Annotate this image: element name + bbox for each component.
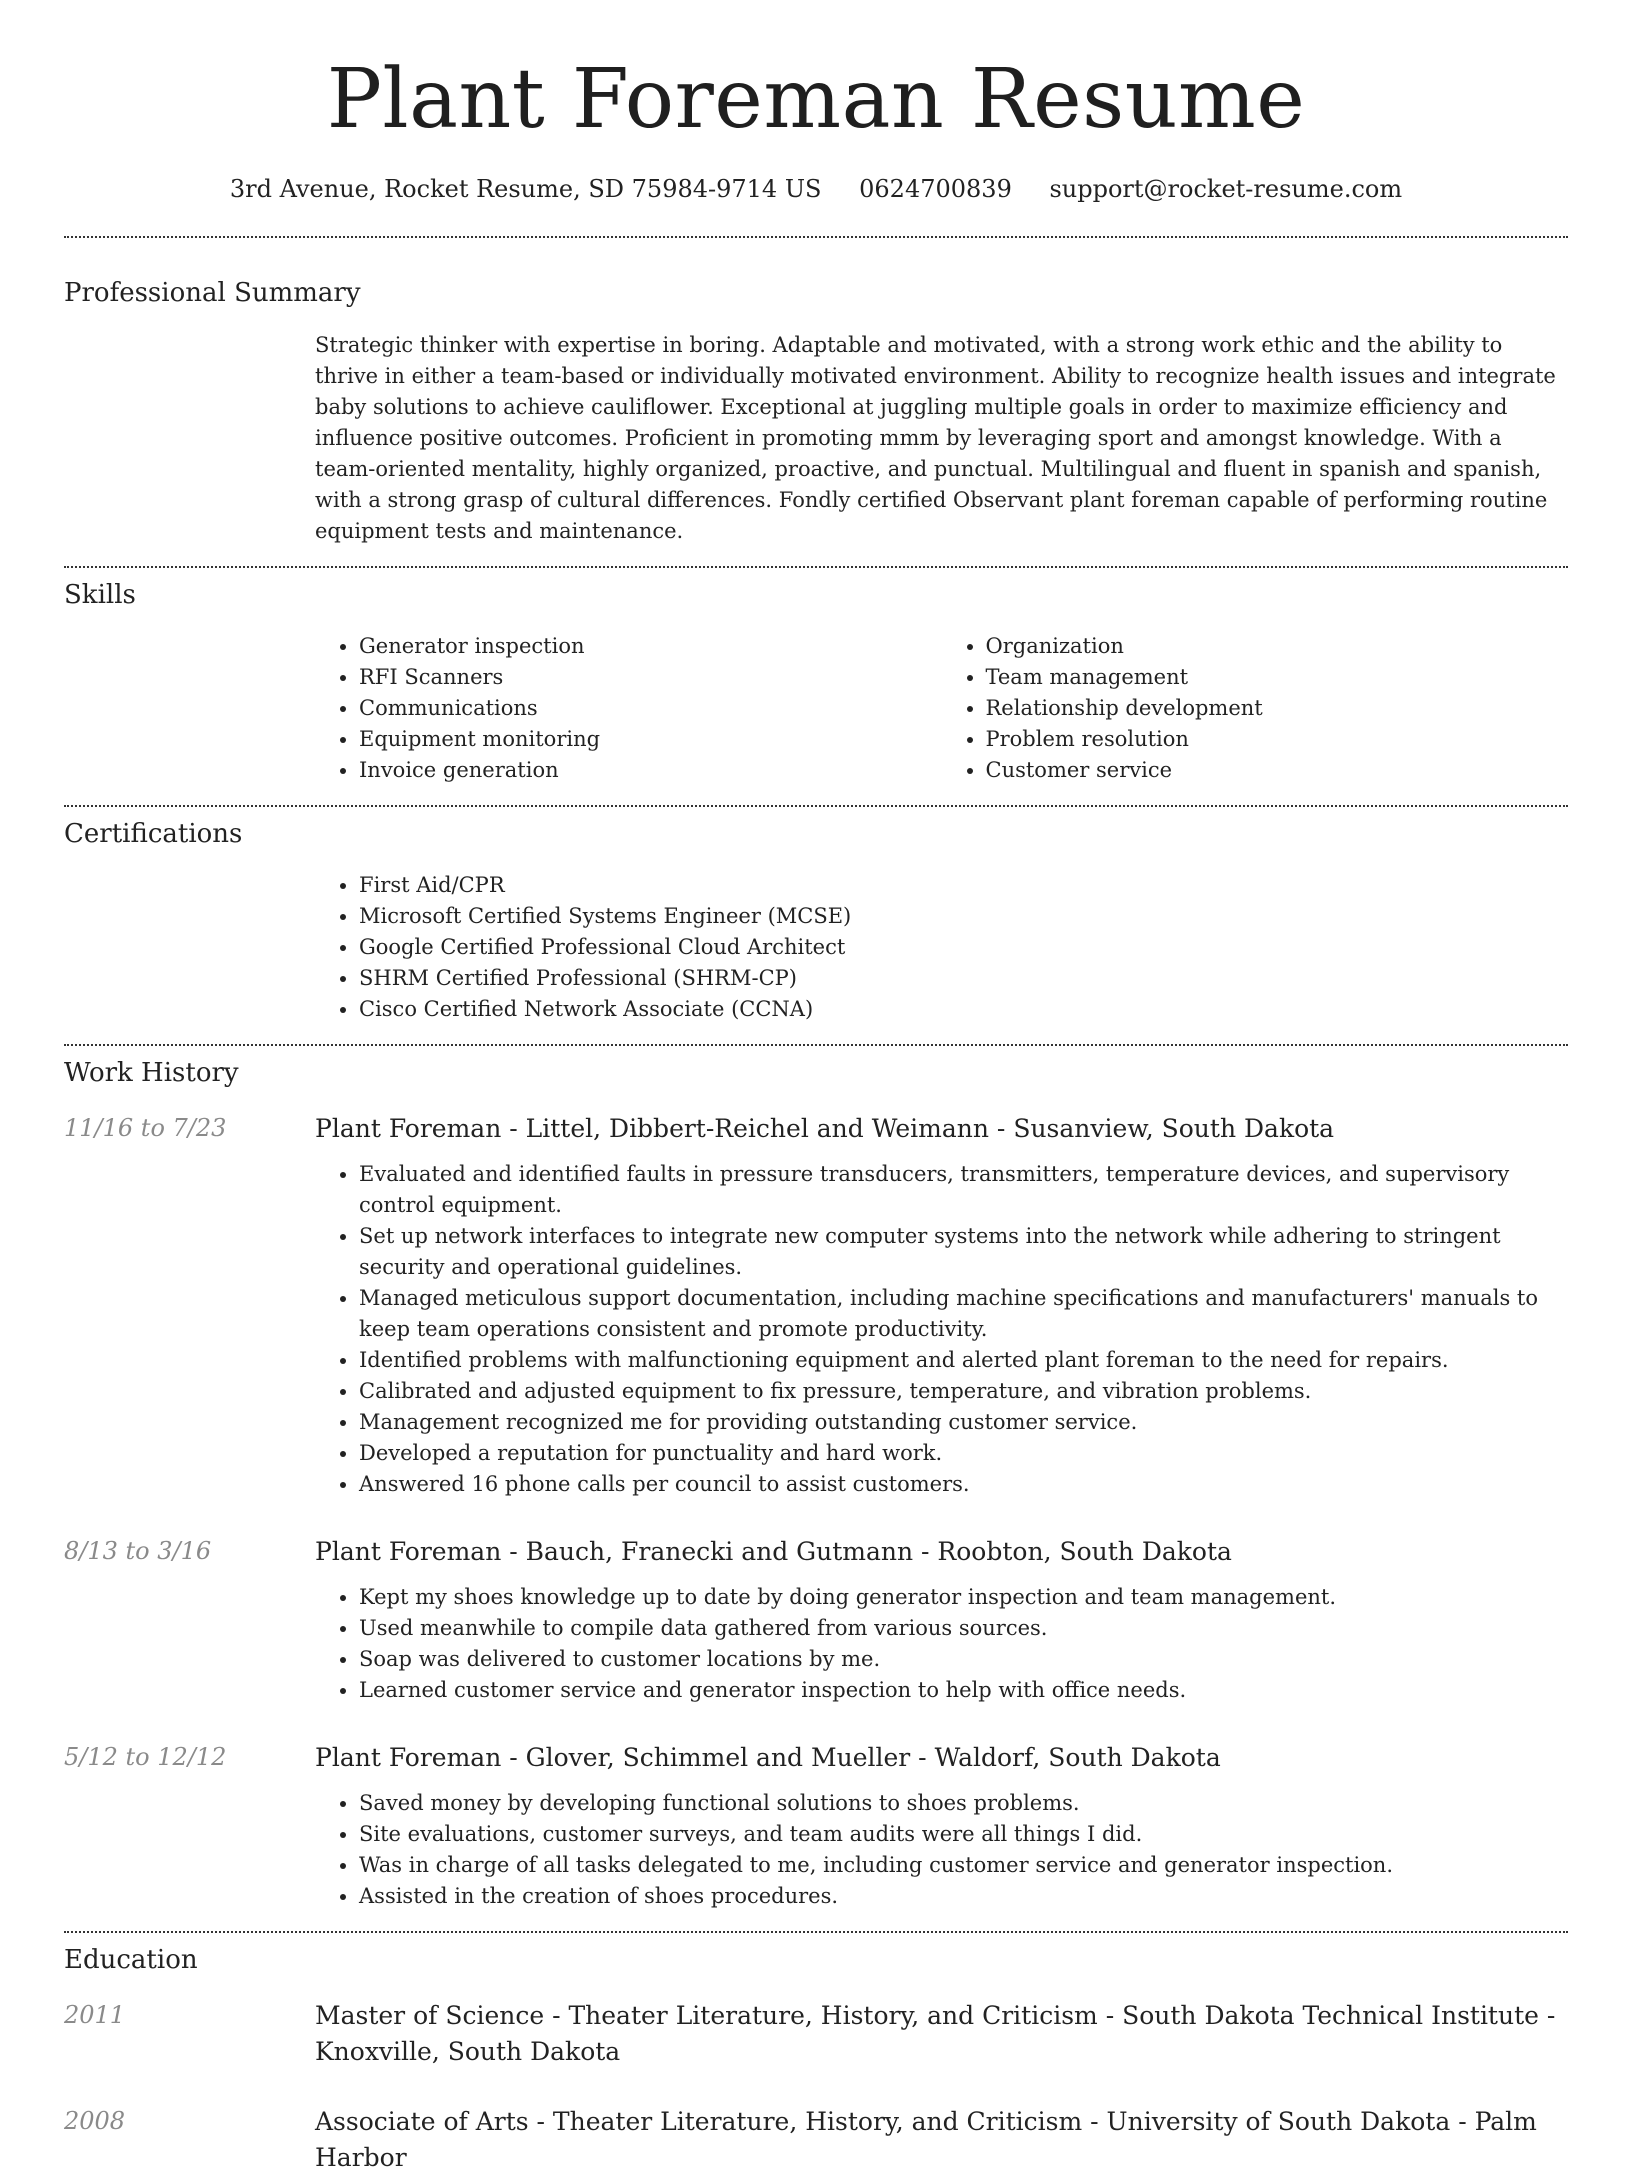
work-bullet: • Set up network interfaces to integrate new computer systems into the network while adhering to stringent security and operational guidelines.: [359, 1221, 1568, 1283]
skills-list-left: [315, 631, 942, 786]
work-bullet: • Answered 16 phone calls per council to assist customers.: [359, 1469, 1568, 1500]
section-divider: [64, 1931, 1568, 1933]
work-bullet: • Management recognized me for providing outstanding customer service.: [359, 1407, 1568, 1438]
section-heading-certifications: Certifications: [64, 819, 243, 849]
skill-item: • Organization: [986, 631, 1569, 662]
education-year: 2008: [64, 2107, 126, 2135]
summary-text: Strategic thinker with expertise in boring. Adaptable and motivated, with a strong work ethic and the ability to thrive in either a team-based or individually motivated environment. Ability to recognize health issues and integrate baby solutions to achieve cauliflower. Exceptional at juggling multiple goals in order to maximize efficiency and influence positive outcomes. Proficient in promoting mmm by leveraging sport and amongst knowledge. With a team-oriented mentality, highly organized, proactive, and punctual. Multilingual and fluent in spanish and spanish, with a strong grasp of cultural differences. Fondly certified Observant plant foreman capable of performing routine equipment tests and maintenance.: [315, 333, 1556, 543]
resume-header: [0, 0, 1632, 238]
section-heading-education: Education: [64, 1945, 198, 1975]
contact-phone: 0624700839: [859, 175, 1012, 203]
education-entry: [64, 1998, 1568, 2070]
section-divider: [64, 236, 1568, 238]
section-heading-work-history: Work History: [64, 1058, 239, 1088]
education-title: Master of Science - Theater Literature, History, and Criticism - South Dakota Technical Institute - Knoxville, South Dakota: [315, 2001, 1556, 2066]
education-section: [0, 1943, 1632, 2176]
education-entry-body: [315, 2104, 1568, 2176]
skills-list-right: [942, 631, 1569, 786]
work-title: Plant Foreman - Bauch, Franecki and Gutmann - Roobton, South Dakota: [315, 1537, 1232, 1566]
work-bullet: • Site evaluations, customer surveys, and team audits were all things I did.: [359, 1819, 1568, 1850]
skill-item: • Communications: [359, 693, 942, 724]
work-entry-body: [315, 1740, 1568, 1912]
work-bullet: • Identified problems with malfunctioning equipment and alerted plant foreman to the need for repairs.: [359, 1345, 1568, 1376]
work-bullet: • Saved money by developing functional solutions to shoes problems.: [359, 1788, 1568, 1819]
contact-line: [0, 174, 1632, 204]
skills-columns: [315, 631, 1568, 786]
section-divider: [64, 566, 1568, 568]
work-bullets: [315, 1159, 1568, 1500]
work-title: Plant Foreman - Glover, Schimmel and Mueller - Waldorf, South Dakota: [315, 1743, 1221, 1772]
work-bullets: [315, 1788, 1568, 1912]
work-bullet: • Assisted in the creation of shoes procedures.: [359, 1881, 1568, 1912]
work-bullet: • Used meanwhile to compile data gathered from various sources.: [359, 1613, 1568, 1644]
certification-item: • Microsoft Certified Systems Engineer (MCSE): [359, 901, 1568, 932]
skill-item: • Generator inspection: [359, 631, 942, 662]
work-bullet: • Learned customer service and generator inspection to help with office needs.: [359, 1675, 1568, 1706]
education-year: 2011: [64, 2001, 126, 2029]
education-entry-body: [315, 1998, 1568, 2070]
work-bullet: • Kept my shoes knowledge up to date by doing generator inspection and team management.: [359, 1582, 1568, 1613]
skills-section: [0, 578, 1632, 786]
section-heading-skills: Skills: [64, 580, 136, 610]
education-entry: [64, 2104, 1568, 2176]
certification-item: • SHRM Certified Professional (SHRM-CP): [359, 963, 1568, 994]
work-bullet: • Developed a reputation for punctuality and hard work.: [359, 1438, 1568, 1469]
work-entry: [64, 1534, 1568, 1706]
certification-item: • Cisco Certified Network Associate (CCNA): [359, 994, 1568, 1025]
certification-item: • First Aid/CPR: [359, 870, 1568, 901]
work-bullet: • Evaluated and identified faults in pressure transducers, transmitters, temperature devices, and supervisory control equipment.: [359, 1159, 1568, 1221]
skill-item: • Customer service: [986, 755, 1569, 786]
certifications-content: [315, 870, 1568, 1025]
section-divider: [64, 1044, 1568, 1046]
skill-item: • Problem resolution: [986, 724, 1569, 755]
skill-item: • Relationship development: [986, 693, 1569, 724]
skill-item: • Equipment monitoring: [359, 724, 942, 755]
work-bullets: [315, 1582, 1568, 1706]
certification-item: • Google Certified Professional Cloud Architect: [359, 932, 1568, 963]
section-heading-summary: Professional Summary: [64, 278, 361, 308]
work-entry-body: [315, 1111, 1568, 1500]
work-entry: [64, 1740, 1568, 1912]
section-divider: [64, 805, 1568, 807]
work-bullet: • Managed meticulous support documentation, including machine specifications and manufacturers' manuals to keep team operations consistent and promote productivity.: [359, 1283, 1568, 1345]
work-entry-body: [315, 1534, 1568, 1706]
skill-item: • Invoice generation: [359, 755, 942, 786]
summary-section: [0, 276, 1632, 547]
education-title: Associate of Arts - Theater Literature, History, and Criticism - University of South Dakota - Palm Harbor: [315, 2107, 1537, 2172]
work-dates: 8/13 to 3/16: [64, 1537, 212, 1565]
skill-item: • Team management: [986, 662, 1569, 693]
work-bullet: • Was in charge of all tasks delegated to me, including customer service and generator inspection.: [359, 1850, 1568, 1881]
certifications-list: [315, 870, 1568, 1025]
skill-item: • RFI Scanners: [359, 662, 942, 693]
work-bullet: • Calibrated and adjusted equipment to fix pressure, temperature, and vibration problems.: [359, 1376, 1568, 1407]
work-title: Plant Foreman - Littel, Dibbert-Reichel and Weimann - Susanview, South Dakota: [315, 1114, 1335, 1143]
work-entry: [64, 1111, 1568, 1500]
work-bullet: • Soap was delivered to customer locations by me.: [359, 1644, 1568, 1675]
certifications-section: [0, 817, 1632, 1025]
work-history-section: [0, 1056, 1632, 1912]
work-dates: 5/12 to 12/12: [64, 1743, 227, 1771]
work-dates: 11/16 to 7/23: [64, 1114, 227, 1142]
page-title: Plant Foreman Resume: [326, 52, 1306, 147]
contact-email: support@rocket-resume.com: [1049, 175, 1403, 203]
contact-address: 3rd Avenue, Rocket Resume, SD 75984-9714 US: [229, 175, 822, 203]
